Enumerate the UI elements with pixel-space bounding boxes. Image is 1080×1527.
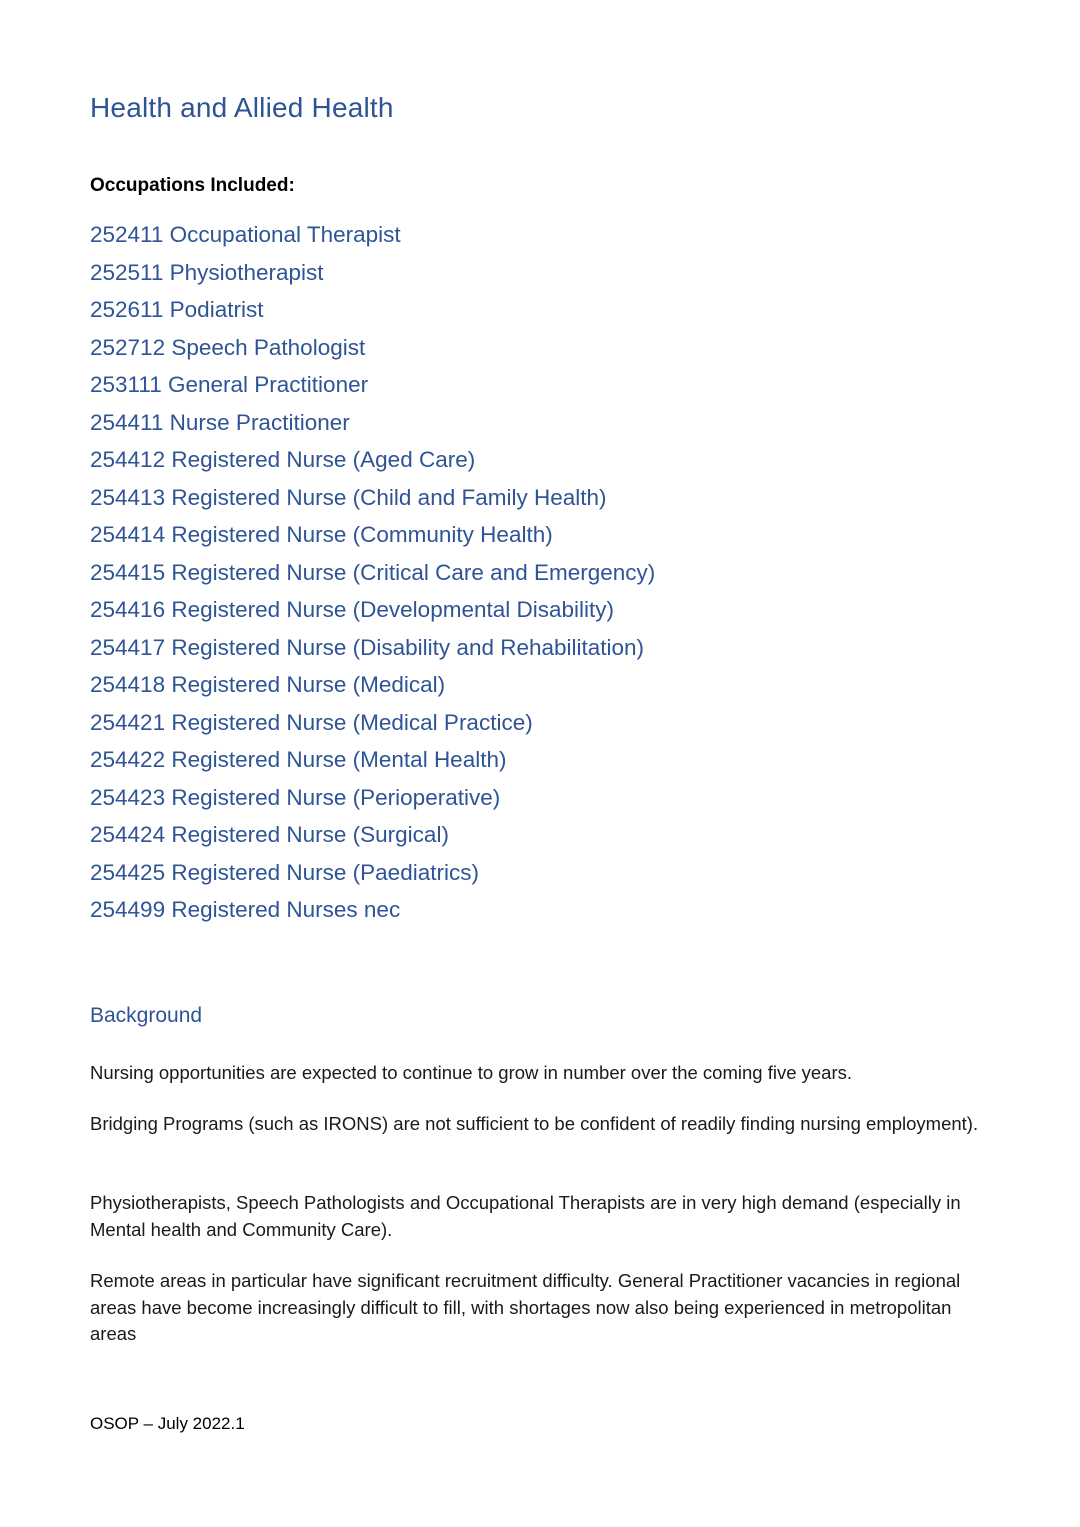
occupation-link[interactable]: 252611 Podiatrist bbox=[90, 297, 264, 322]
background-heading: Background bbox=[90, 1004, 203, 1027]
occupation-link[interactable]: 254424 Registered Nurse (Surgical) bbox=[90, 822, 449, 847]
background-paragraph: Physiotherapists, Speech Pathologists and Occupational Therapists are in very high demand (especially in Mental health and Community Care). bbox=[90, 1192, 961, 1240]
background-paragraph: Bridging Programs (such as IRONS) are not sufficient to be confident of readily finding nursing employment). bbox=[90, 1113, 979, 1134]
occupation-link[interactable]: 252411 Occupational Therapist bbox=[90, 222, 401, 247]
occupation-link[interactable]: 254412 Registered Nurse (Aged Care) bbox=[90, 447, 476, 472]
occupation-link[interactable]: 254421 Registered Nurse (Medical Practice) bbox=[90, 709, 533, 735]
occupation-link[interactable]: 254418 Registered Nurse (Medical) bbox=[90, 672, 446, 697]
occupation-link[interactable]: 252511 Physiotherapist bbox=[90, 259, 324, 285]
occupation-link[interactable]: 254422 Registered Nurse (Mental Health) bbox=[90, 747, 507, 772]
occupations-list bbox=[90, 216, 655, 929]
page-title: Health and Allied Health bbox=[90, 92, 394, 123]
occupation-link[interactable]: 254413 Registered Nurse (Child and Family Health) bbox=[90, 484, 607, 510]
occupation-link[interactable]: 254499 Registered Nurses nec bbox=[90, 897, 401, 922]
occupations-label: Occupations Included: bbox=[90, 175, 295, 196]
occupation-link[interactable]: 254411 Nurse Practitioner bbox=[90, 409, 350, 435]
background-paragraph: Nursing opportunities are expected to continue to grow in number over the coming five years. bbox=[90, 1062, 852, 1083]
occupation-link[interactable]: 254414 Registered Nurse (Community Health) bbox=[90, 522, 553, 547]
occupation-link[interactable]: 252712 Speech Pathologist bbox=[90, 334, 366, 360]
occupation-link[interactable]: 254415 Registered Nurse (Critical Care and Emergency) bbox=[90, 559, 656, 585]
background-paragraph: Remote areas in particular have significant recruitment difficulty. General Practitioner vacancies in regional areas have become increasingly difficult to fill, with shortages now also being experienced in metropolitan areas bbox=[90, 1270, 961, 1344]
occupation-link[interactable]: 254416 Registered Nurse (Developmental Disability) bbox=[90, 597, 615, 622]
page-footer: OSOP – July 2022.1 bbox=[90, 1414, 245, 1433]
occupation-link[interactable]: 253111 General Practitioner bbox=[90, 372, 369, 397]
occupation-link[interactable]: 254417 Registered Nurse (Disability and Rehabilitation) bbox=[90, 634, 645, 660]
occupation-link[interactable]: 254425 Registered Nurse (Paediatrics) bbox=[90, 859, 479, 885]
occupation-link[interactable]: 254423 Registered Nurse (Perioperative) bbox=[90, 784, 501, 810]
